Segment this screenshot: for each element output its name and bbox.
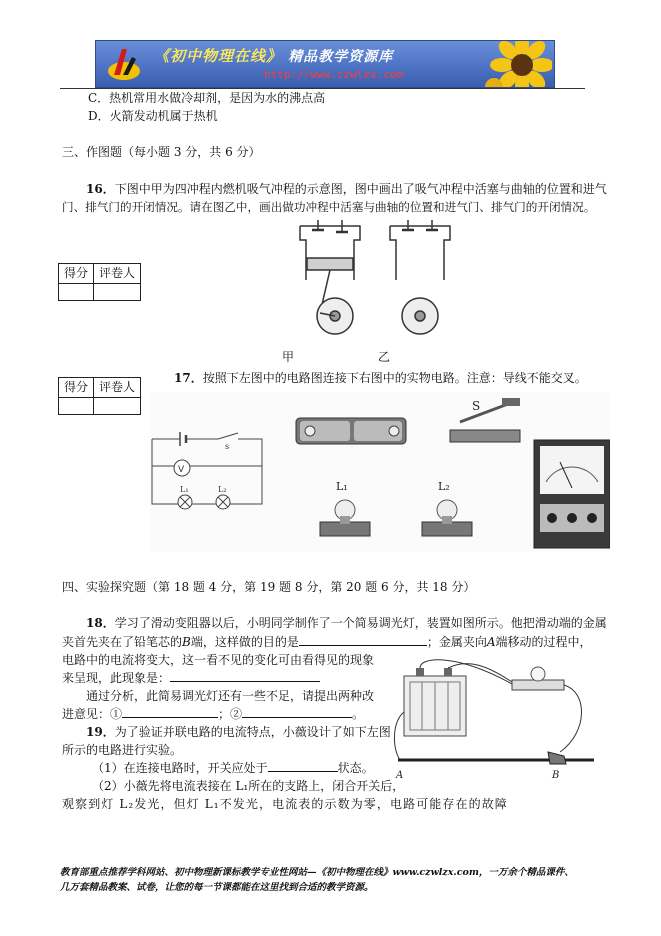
- q18-line1: [86, 614, 607, 633]
- switch-s-label: S: [472, 399, 481, 413]
- footer-line-1: 教育部重点推荐学科网站、初中物理新课标教学专业性网站—《初中物理在线》www.czwlzx.com，一万余个精品课件、: [60, 867, 574, 878]
- battery-icon: [404, 668, 466, 736]
- q19-line3: [92, 759, 374, 778]
- label-jia: 甲: [282, 350, 295, 364]
- grader-cell-empty-2: [94, 398, 141, 415]
- q18-line3: 电路中的电流将变大，这一看不见的变化可由看得见的现象: [62, 653, 375, 667]
- q16-number: 16．: [86, 182, 115, 196]
- q18-text-b: B: [182, 635, 191, 649]
- lamp-holder-icon: [512, 667, 564, 690]
- q17-text: 按照下左图中的电路图连接下右图中的实物电路。注意：导线不能交叉。: [202, 371, 587, 385]
- banner-url: http://www.czwlzx.com: [264, 68, 404, 81]
- q18-text-4: 来呈现，此现象是：: [62, 671, 171, 685]
- bulb-l2-label: L₂: [438, 480, 450, 493]
- q18-text-2a: 夹首先夹在了铅笔芯的: [62, 635, 183, 649]
- q16-line1: [86, 180, 607, 199]
- q19-text-3a: （1）在连接电路时，开关应处于: [92, 761, 268, 775]
- score-cell-label-2: 得分: [59, 378, 94, 398]
- q18-improvement-blank-1[interactable]: [122, 705, 218, 718]
- q18-answer-blank-1[interactable]: [299, 633, 427, 646]
- point-b-label: B: [552, 770, 560, 781]
- q19-line1: [86, 723, 391, 742]
- grader-cell-label-2: 评卷人: [94, 378, 141, 398]
- q19-text-1: 为了验证并联电路的电流特点，小薇设计了如下左图: [114, 725, 391, 739]
- score-cell-empty-2: [59, 398, 94, 415]
- sunflower-icon: [482, 40, 552, 88]
- section-4-title: 四、实验探究题（第 18 题 4 分，第 19 题 8 分，第 20 题 6 分，共 18 分）: [62, 580, 476, 594]
- circuit-diagram: [152, 432, 262, 509]
- page-footer: [60, 866, 620, 895]
- circuit-voltmeter-label: V: [178, 465, 185, 475]
- q19-text-3b: 状态。: [337, 761, 374, 775]
- q18-line6: [62, 705, 364, 724]
- q19-number: 19．: [86, 725, 115, 739]
- q19-line4: （2）小薇先将电流表接在 L₁所在的支路上，闭合开关后，: [92, 779, 405, 793]
- option-c: C．热机常用水做冷却剂，是因为水的沸点高: [88, 91, 326, 105]
- score-cell-empty: [59, 284, 94, 301]
- q18-text-6a: 进意见：①: [62, 707, 123, 721]
- grader-cell-empty: [94, 284, 141, 301]
- q18-text-6c: 。: [352, 707, 365, 721]
- banner-title: [154, 44, 393, 68]
- score-table-1: [58, 263, 141, 301]
- engine-jia-diagram: [300, 220, 360, 334]
- q17-figure: [150, 392, 610, 552]
- site-logo-icon: [106, 45, 142, 83]
- q19-switch-state-blank[interactable]: [268, 759, 338, 772]
- q18-number: 18．: [86, 616, 115, 630]
- q18-text-2d: ；金属夹向: [426, 635, 487, 649]
- q16-text-1: 下图中甲为四冲程内燃机吸气冲程的示意图，图中画出了吸气冲程中活塞与曲轴的位置和进气: [114, 182, 607, 196]
- circuit-and-components: [150, 392, 610, 552]
- q18-line4: [62, 669, 320, 688]
- bulb-l2-icon: [422, 500, 472, 536]
- banner-subtitle: 精品教学资源库: [288, 49, 394, 65]
- battery-holder-icon: [296, 418, 406, 444]
- q19-line2: 所示的电路进行实验。: [62, 743, 183, 757]
- circuit-switch-label: s: [225, 442, 230, 451]
- score-cell-label: 得分: [59, 264, 94, 284]
- q18-text-1: 学习了滑动变阻器以后，小明同学制作了一个简易调光灯，装置如图所示。他把滑动端的金属: [114, 616, 607, 630]
- footer-line-2: 几万套精品教案、试卷，让您的每一节课都能在这里找到合适的教学资源。: [60, 881, 374, 893]
- q18-text-6b: ；②: [218, 707, 243, 721]
- q18-line5: 通过分析，此简易调光灯还有一些不足，请提出两种改: [86, 689, 375, 703]
- circuit-l2-label: L₂: [218, 485, 227, 494]
- section-3-title: 三、作图题（每小题 3 分，共 6 分）: [62, 145, 261, 159]
- q16-line2: 门、排气门的开闭情况。请在图乙中，画出做功冲程中活塞与曲轴的位置和进气门、排气门的开闭情况。: [62, 200, 596, 214]
- engine-yi-diagram: [390, 220, 450, 334]
- grader-cell-label: 评卷人: [94, 264, 141, 284]
- dimmer-lamp-figure: [388, 652, 610, 782]
- label-yi: 乙: [378, 350, 391, 364]
- q18-text-a: A: [486, 635, 496, 649]
- q18-improvement-blank-2[interactable]: [242, 705, 352, 718]
- knife-switch-icon: [450, 398, 520, 442]
- circuit-l1-label: L₁: [180, 485, 189, 494]
- bulb-l1-label: L₁: [336, 480, 348, 493]
- point-a-label: A: [396, 770, 404, 781]
- score-table-2: [58, 377, 141, 415]
- banner-title-text: 《初中物理在线》: [154, 47, 283, 65]
- q17-number: 17．: [174, 371, 203, 385]
- q18-text-2c: 端，这样做的目的是: [190, 635, 299, 649]
- q19-line5: 观察到灯 L₂发光，但灯 L₁不发光，电流表的示数为零，电路可能存在的故障: [62, 797, 508, 811]
- option-d: D．火箭发动机属于热机: [88, 109, 218, 123]
- bulb-l1-icon: [320, 500, 370, 536]
- header-banner: [95, 40, 555, 88]
- metal-clip-icon: [548, 752, 566, 764]
- q18-line2: [62, 633, 592, 652]
- q18-answer-blank-2[interactable]: [170, 669, 320, 682]
- engine-diagrams: [290, 218, 480, 348]
- q18-text-2f: 端移动的过程中，: [495, 635, 592, 649]
- voltmeter-icon: [534, 440, 610, 548]
- q17-line: [174, 369, 587, 388]
